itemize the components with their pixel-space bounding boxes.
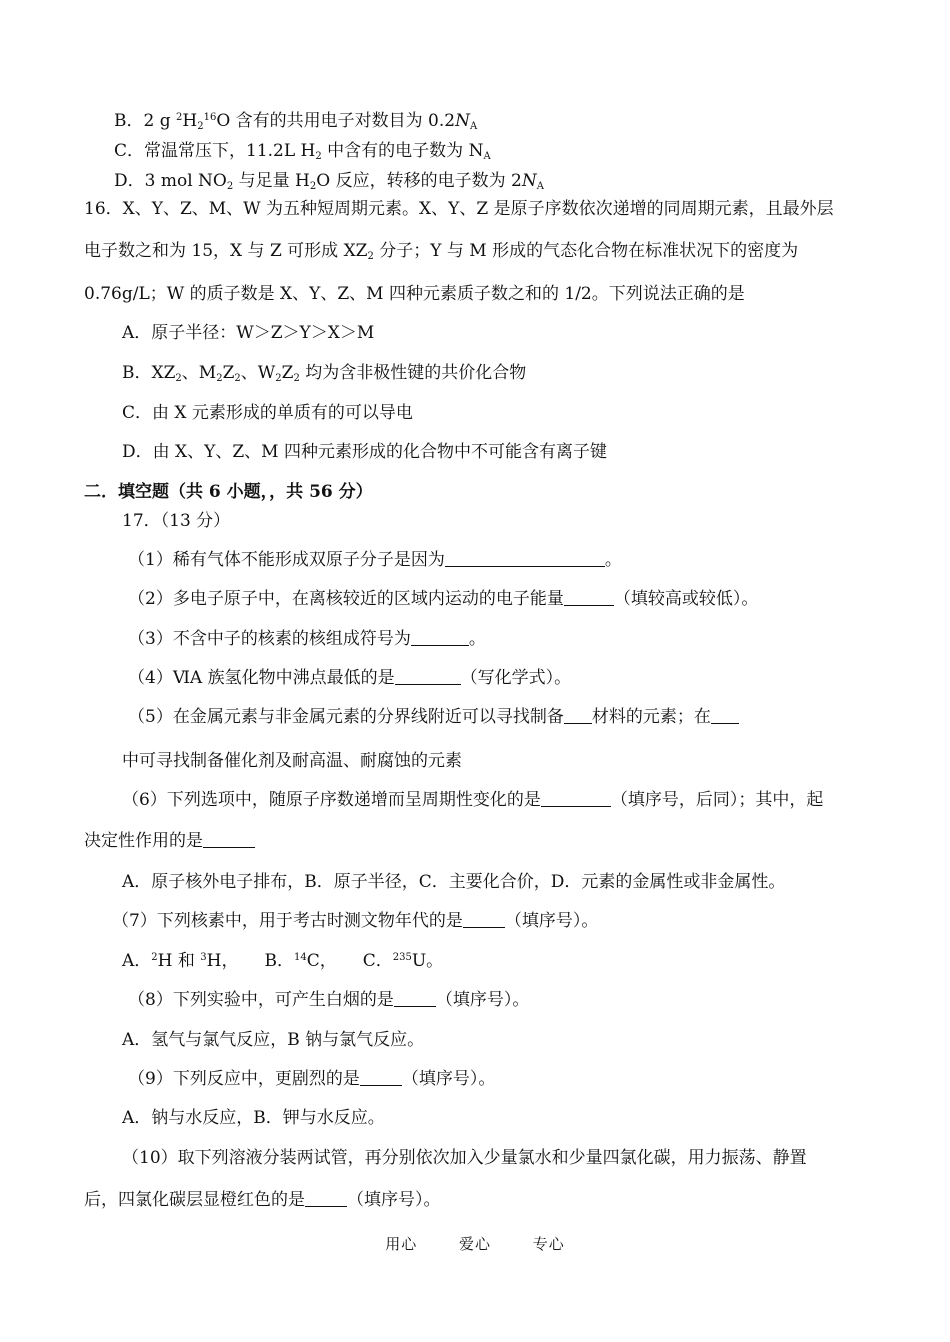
q17-part8-options: A．氢气与氯气反应，B 钠与氯气反应。 bbox=[122, 1030, 425, 1050]
q16-stem-line3: 0.76g/L；W 的质子数是 X、Y、Z、M 四种元素质子数之和的 1/2。下列说法正确的是 bbox=[84, 284, 745, 304]
footer-text-1: 用心 bbox=[385, 1235, 418, 1253]
q17-part4: （4）ⅥA 族氢化物中沸点最低的是 （写化学式）。 bbox=[128, 668, 572, 688]
q17-part5-cont: 中可寻找制备催化剂及耐高温、耐腐蚀的元素 bbox=[122, 751, 462, 771]
q17-part3: （3）不含中子的核素的核组成符号为 。 bbox=[128, 629, 486, 649]
q17-part6: （6）下列选项中，随原子序数递增而呈周期性变化的是 （填序号，后同）；其中，起 bbox=[122, 790, 824, 810]
q16-option-c: C．由 X 元素形成的单质有的可以导电 bbox=[122, 403, 413, 423]
answer-blank bbox=[564, 707, 592, 724]
q16-option-a: A．原子半径：W＞Z＞Y＞X＞M bbox=[122, 323, 375, 343]
answer-blank bbox=[445, 550, 605, 567]
q17-part9: （9）下列反应中，更剧烈的是 （填序号）。 bbox=[128, 1069, 496, 1089]
q17-part9-options: A．钠与水反应，B．钾与水反应。 bbox=[122, 1108, 385, 1128]
q17-part7-options: A．$^2$H 和 $^3$H， B．$^{14}$C， C．$^{235}$U。 bbox=[122, 951, 444, 971]
q15-option-b: B．2 g $^2H_2^{16}O$ 含有的共用电子对数目为 $0.2N_A$ bbox=[114, 111, 478, 132]
q17-part6-cont: 决定性作用的是 bbox=[84, 830, 255, 852]
answer-blank bbox=[541, 790, 611, 807]
q15-option-d: D．3 mol $NO_2$ 与足量 $H_2O$ 反应，转移的电子数为 $2N_A$ bbox=[114, 171, 544, 192]
answer-blank bbox=[463, 911, 505, 928]
q17-part10: （10）取下列溶液分装两试管，再分别依次加入少量氯水和少量四氯化碳，用力振荡、静置 bbox=[122, 1148, 807, 1168]
answer-blank bbox=[711, 707, 739, 724]
answer-blank bbox=[305, 1190, 347, 1207]
q17-part5: （5）在金属元素与非金属元素的分界线附近可以寻找制备 材料的元素；在 bbox=[128, 706, 739, 728]
q17-part1: （1）稀有气体不能形成双原子分子是因为 。 bbox=[128, 550, 622, 570]
answer-blank bbox=[394, 990, 436, 1007]
footer-text-3: 专心 bbox=[532, 1235, 565, 1253]
answer-blank bbox=[360, 1069, 402, 1086]
q15-option-c: C．常温常压下，11.2L $H_2$ 中含有的电子数为 $N_A$ bbox=[114, 141, 491, 162]
section-title: 二．填空题（共 6 小题，，共 56 分） bbox=[84, 482, 373, 502]
q17-head: 17．（13 分） bbox=[122, 511, 231, 531]
q16-option-b: B．$XZ_2$、$M_2Z_2$、$W_2Z_2$ 均为含非极性键的共价化合物 bbox=[122, 363, 527, 384]
q17-part10-cont: 后，四氯化碳层显橙红色的是 （填序号）。 bbox=[84, 1190, 441, 1210]
q17-part8: （8）下列实验中，可产生白烟的是 （填序号）。 bbox=[128, 990, 530, 1010]
answer-blank bbox=[411, 629, 469, 646]
answer-blank bbox=[564, 589, 614, 606]
answer-blank bbox=[395, 668, 461, 685]
q17-part7: （7）下列核素中，用于考古时测文物年代的是 （填序号）。 bbox=[112, 911, 599, 931]
page-footer bbox=[0, 1233, 950, 1254]
q16-option-d: D．由 X、Y、Z、M 四种元素形成的化合物中不可能含有离子键 bbox=[122, 442, 607, 462]
q16-stem-line2: 电子数之和为 15，X 与 Z 可形成 $XZ_2$ 分子；Y 与 M 形成的气态化合物在标准状况下的密度为 bbox=[84, 241, 799, 262]
footer-text-2: 爱心 bbox=[458, 1235, 491, 1253]
answer-blank bbox=[203, 831, 255, 848]
q17-part6-options: A．原子核外电子排布，B．原子半径，C．主要化合价，D．元素的金属性或非金属性。 bbox=[122, 872, 786, 892]
q16-stem-line1: 16．X、Y、Z、M、W 为五种短周期元素。X、Y、Z 是原子序数依次递增的同周期元素，且最外层 bbox=[84, 199, 834, 219]
q17-part2: （2）多电子原子中，在离核较近的区域内运动的电子能量 （填较高或较低）。 bbox=[128, 589, 759, 609]
